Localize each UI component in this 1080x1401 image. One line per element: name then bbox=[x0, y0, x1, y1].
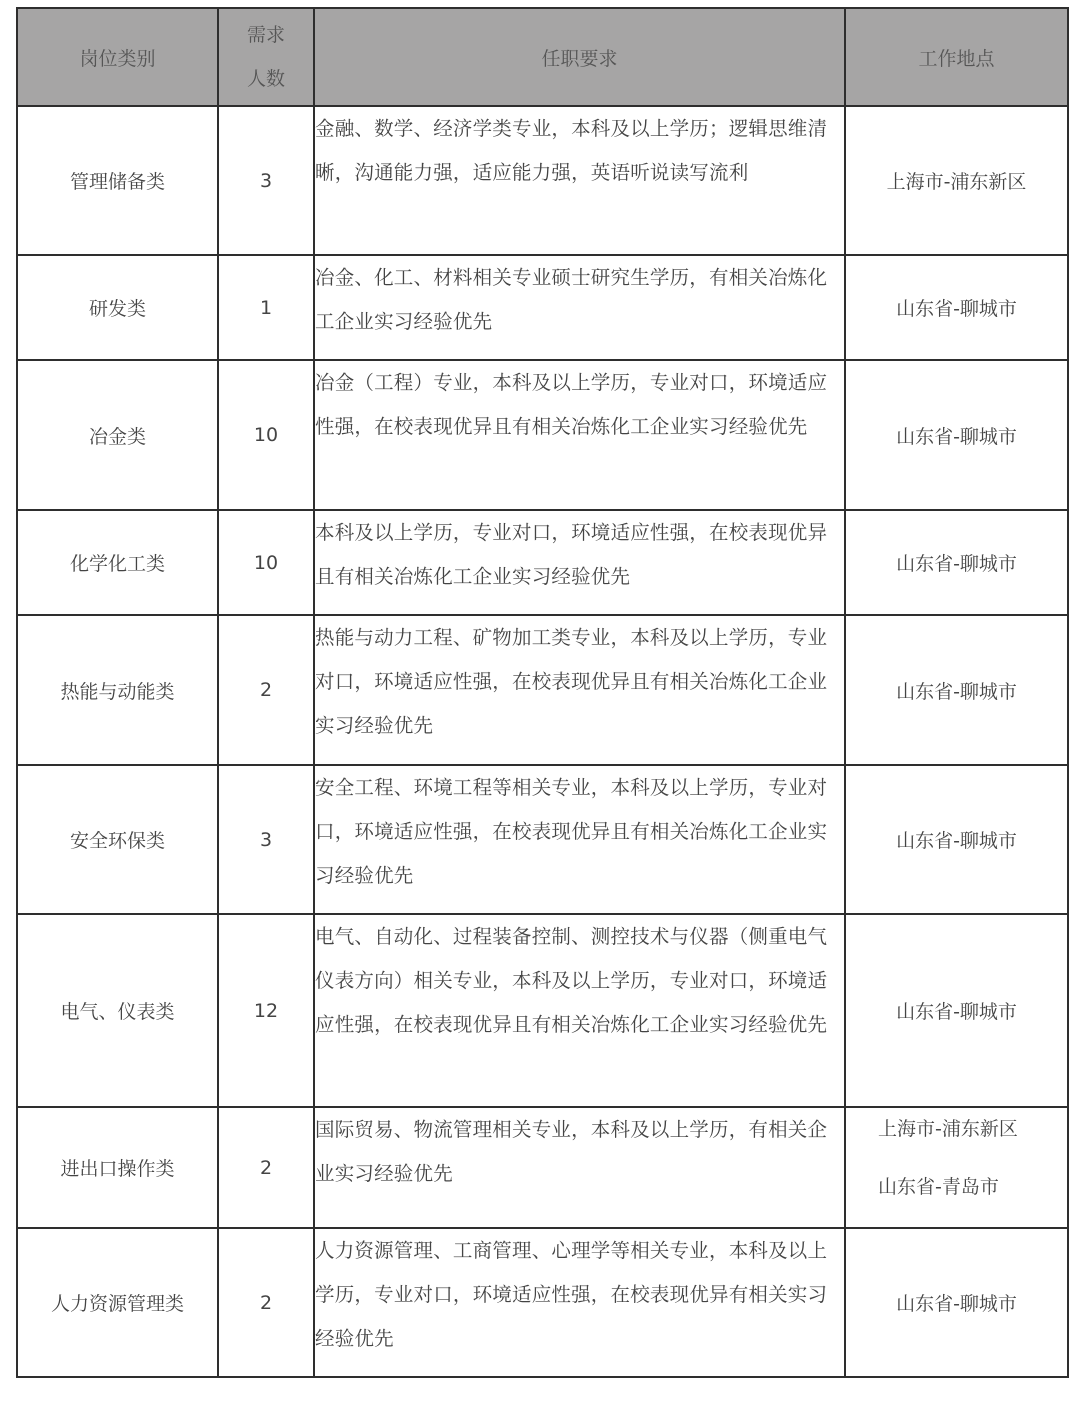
row-requirements: 本科及以上学历，专业对口，环境适应性强，在校表现优异且有相关冶炼化工企业实习经验优先 bbox=[314, 510, 845, 615]
row-requirements: 人力资源管理、工商管理、心理学等相关专业，本科及以上学历，专业对口，环境适应性强，在校表现优异有相关实习经验优先 bbox=[314, 1228, 845, 1377]
row-requirements: 安全工程、环境工程等相关专业，本科及以上学历，专业对口，环境适应性强，在校表现优异且有相关冶炼化工企业实习经验优先 bbox=[314, 765, 845, 914]
header-count bbox=[218, 8, 314, 106]
table-row bbox=[17, 1228, 1068, 1377]
row-location-2: 山东省-青岛市 bbox=[878, 1175, 999, 1198]
row-category: 电气、仪表类 bbox=[17, 914, 218, 1107]
header-row bbox=[17, 8, 1068, 106]
row-category: 热能与动能类 bbox=[17, 615, 218, 765]
row-requirements: 电气、自动化、过程装备控制、测控技术与仪器（侧重电气仪表方向）相关专业，本科及以上学历，专业对口，环境适应性强，在校表现优异且有相关冶炼化工企业实习经验优先 bbox=[314, 914, 845, 1107]
row-count: 2 bbox=[218, 615, 314, 765]
row-category: 安全环保类 bbox=[17, 765, 218, 914]
row-location bbox=[845, 1107, 1068, 1228]
row-requirements: 国际贸易、物流管理相关专业，本科及以上学历，有相关企业实习经验优先 bbox=[314, 1107, 845, 1228]
row-count: 10 bbox=[218, 360, 314, 510]
row-count: 2 bbox=[218, 1228, 314, 1377]
header-category: 岗位类别 bbox=[17, 8, 218, 106]
table-row bbox=[17, 615, 1068, 765]
row-count: 3 bbox=[218, 765, 314, 914]
row-category: 研发类 bbox=[17, 255, 218, 360]
table-row bbox=[17, 765, 1068, 914]
row-count: 2 bbox=[218, 1107, 314, 1228]
table-row bbox=[17, 510, 1068, 615]
row-requirements: 冶金、化工、材料相关专业硕士研究生学历，有相关冶炼化工企业实习经验优先 bbox=[314, 255, 845, 360]
header-location: 工作地点 bbox=[845, 8, 1068, 106]
row-requirements: 热能与动力工程、矿物加工类专业，本科及以上学历，专业对口，环境适应性强，在校表现优异且有相关冶炼化工企业实习经验优先 bbox=[314, 615, 845, 765]
table-row bbox=[17, 360, 1068, 510]
row-requirements: 冶金（工程）专业，本科及以上学历，专业对口，环境适应性强，在校表现优异且有相关冶炼化工企业实习经验优先 bbox=[314, 360, 845, 510]
header-count-line1: 需求 bbox=[246, 24, 285, 46]
table-row bbox=[17, 106, 1068, 255]
job-requirements-table bbox=[16, 7, 1069, 1378]
row-location: 山东省-聊城市 bbox=[845, 1228, 1068, 1377]
row-category: 化学化工类 bbox=[17, 510, 218, 615]
row-location: 山东省-聊城市 bbox=[845, 360, 1068, 510]
row-location: 上海市-浦东新区 bbox=[845, 106, 1068, 255]
row-count: 3 bbox=[218, 106, 314, 255]
row-requirements: 金融、数学、经济学类专业，本科及以上学历；逻辑思维清晰，沟通能力强，适应能力强，英语听说读写流利 bbox=[314, 106, 845, 255]
row-location: 山东省-聊城市 bbox=[845, 765, 1068, 914]
header-count-line2: 人数 bbox=[246, 68, 285, 90]
row-location-1: 上海市-浦东新区 bbox=[878, 1117, 1018, 1140]
row-category: 进出口操作类 bbox=[17, 1107, 218, 1228]
row-location: 山东省-聊城市 bbox=[845, 510, 1068, 615]
row-category: 管理储备类 bbox=[17, 106, 218, 255]
row-category: 人力资源管理类 bbox=[17, 1228, 218, 1377]
row-location: 山东省-聊城市 bbox=[845, 615, 1068, 765]
header-requirements: 任职要求 bbox=[314, 8, 845, 106]
row-count: 10 bbox=[218, 510, 314, 615]
row-location: 山东省-聊城市 bbox=[845, 914, 1068, 1107]
row-location: 山东省-聊城市 bbox=[845, 255, 1068, 360]
row-count: 12 bbox=[218, 914, 314, 1107]
row-count: 1 bbox=[218, 255, 314, 360]
table-row bbox=[17, 1107, 1068, 1228]
table-row bbox=[17, 255, 1068, 360]
table-row bbox=[17, 914, 1068, 1107]
row-category: 冶金类 bbox=[17, 360, 218, 510]
